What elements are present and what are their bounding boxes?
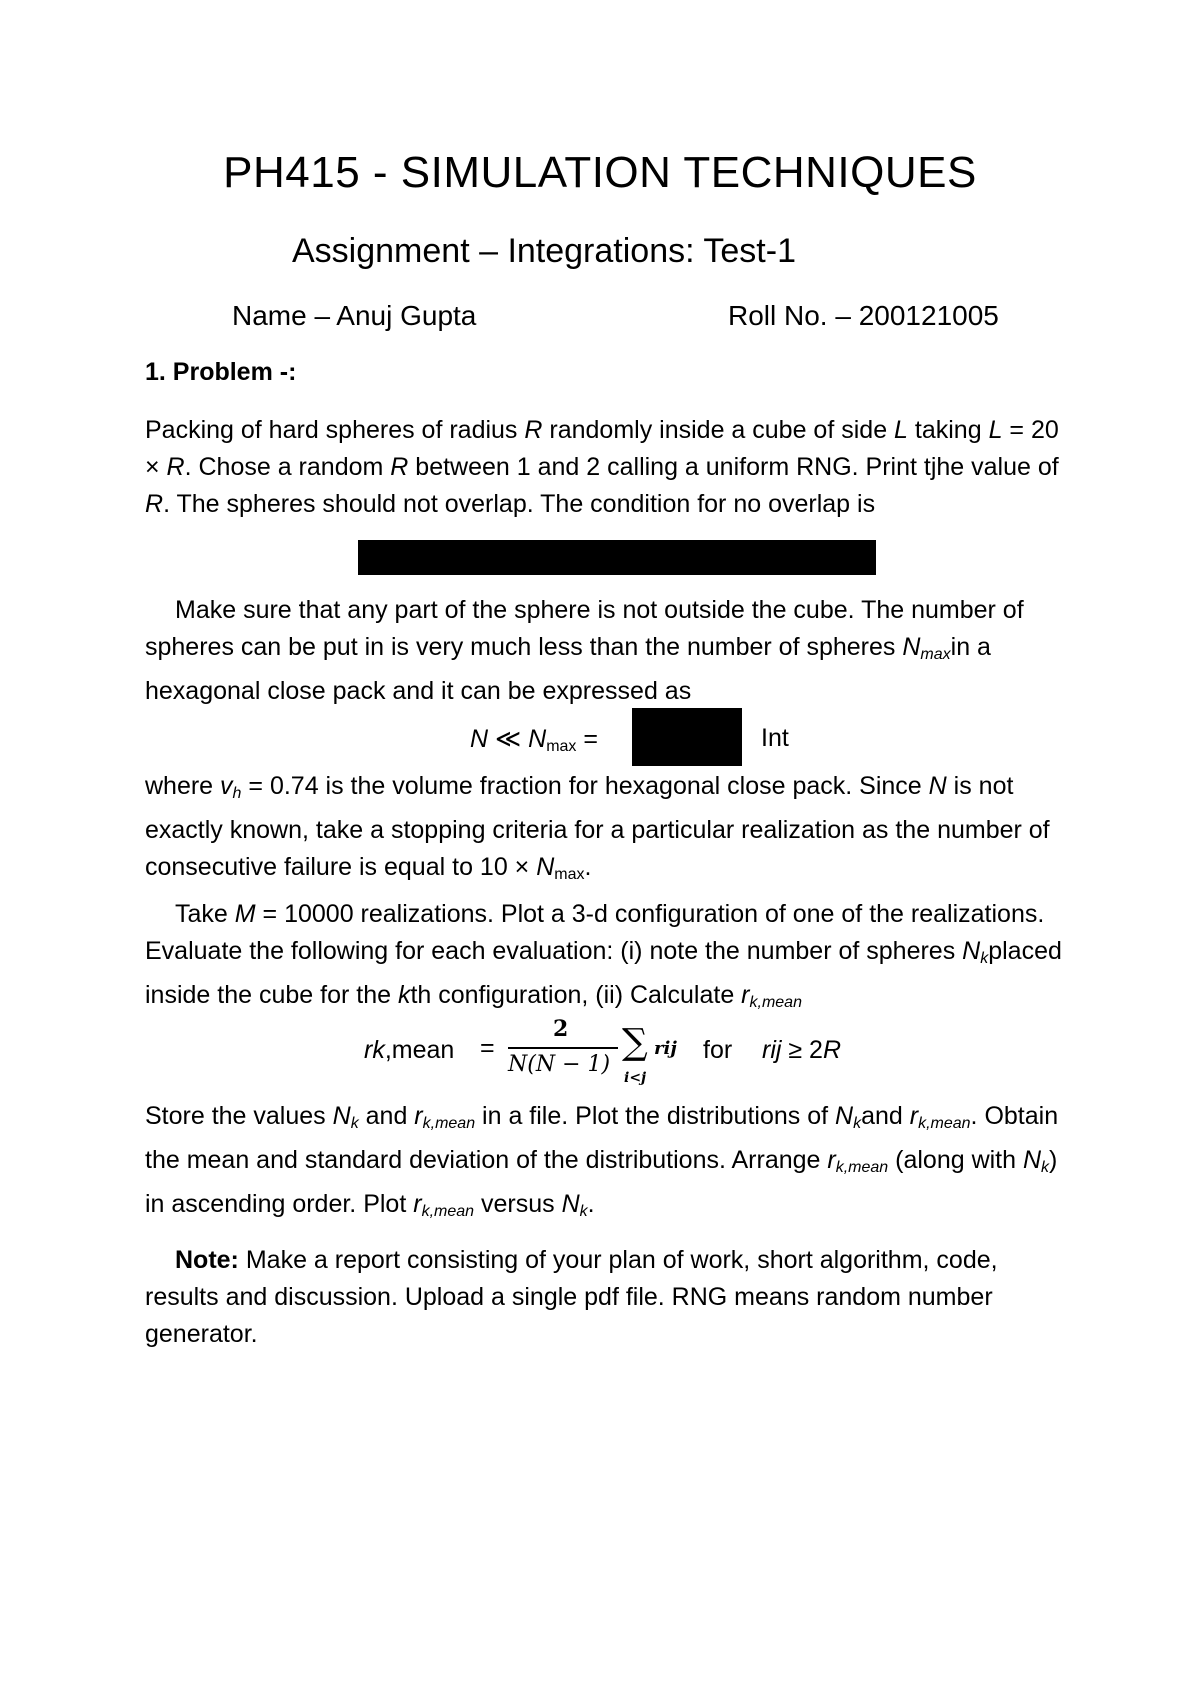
paragraph-volume-fraction: where $v_h = 0.74$ is the volume fraction for hexagonal close pack. Since N is not exactly known, take a stopping criteria for a particular realization as the number of consecutive failure is equal to $10 \times N_{max}$. [145, 772, 1050, 883]
rmean-condition: rij ≥ 2R [762, 1036, 842, 1064]
problem-heading: 1. Problem -: [145, 358, 297, 386]
fraction-bar [508, 1047, 618, 1049]
summation-index: i<j [624, 1070, 647, 1086]
paragraph-store-values: Store the values $N_k$ and $r_{k,mean}$ in a file. Plot the distributions of $N_kand$ $r_{k,mean}$. Obtain the mean and standard deviation of the distributions. Arrange $r_{k,mean}$ (along with $N_k$) in ascending order. Plot $r_{k,mean}$ versus $N_k$. [145, 1102, 1059, 1220]
redacted-nmax-formula [632, 708, 742, 766]
redacted-overlap-formula [358, 540, 876, 575]
paragraph-realizations: Take M = 10000 realizations. Plot a 3-d configuration of one of the realizations. Evaluate the following for each evaluation: (i) note the number of spheres $N_kplaced$ inside the cube for the kth configuration, (ii) Calculate $r_{k,mean}$ [145, 900, 1062, 1011]
summation-sign: ∑ [622, 1022, 648, 1063]
course-title: PH415 - SIMULATION TECHNIQUES [223, 148, 977, 197]
paragraph-cube: Make sure that any part of the sphere is not outside the cube. The number of spheres can be put in is very much less than the number of spheres $N_{max}in$ a hexagonal close pack and it can be expressed as [145, 596, 1024, 705]
fraction-denominator: N(N − 1) [508, 1052, 611, 1077]
fraction-numerator: 2 [553, 1016, 569, 1042]
student-name: Name – Anuj Gupta [232, 300, 477, 331]
int-label: Int [761, 724, 789, 752]
note-paragraph: Note: Make a report consisting of your plan of work, short algorithm, code, results and discussion. Upload a single pdf file. RNG means random number generator. [145, 1246, 998, 1348]
note-label: Note: [175, 1246, 239, 1274]
rmean-equation-lhs: rk,mean [364, 1036, 455, 1064]
for-label: for [703, 1036, 733, 1064]
rij-term: rij [654, 1038, 677, 1059]
assignment-subtitle: Assignment – Integrations: Test-1 [292, 232, 796, 270]
rmean-equals-sign: = [480, 1034, 495, 1062]
paragraph-intro: Packing of hard spheres of radius R randomly inside a cube of side L taking L = 20 × R. Chose a random R between 1 and 2 calling a uniform RNG. Print tjhe value of R. The spheres should not overlap. The condition for no overlap is [145, 416, 1059, 518]
roll-number: Roll No. – 200121005 [728, 300, 999, 331]
nmax-equation-lhs: N ≪ $N_{max}$ = [470, 725, 598, 755]
